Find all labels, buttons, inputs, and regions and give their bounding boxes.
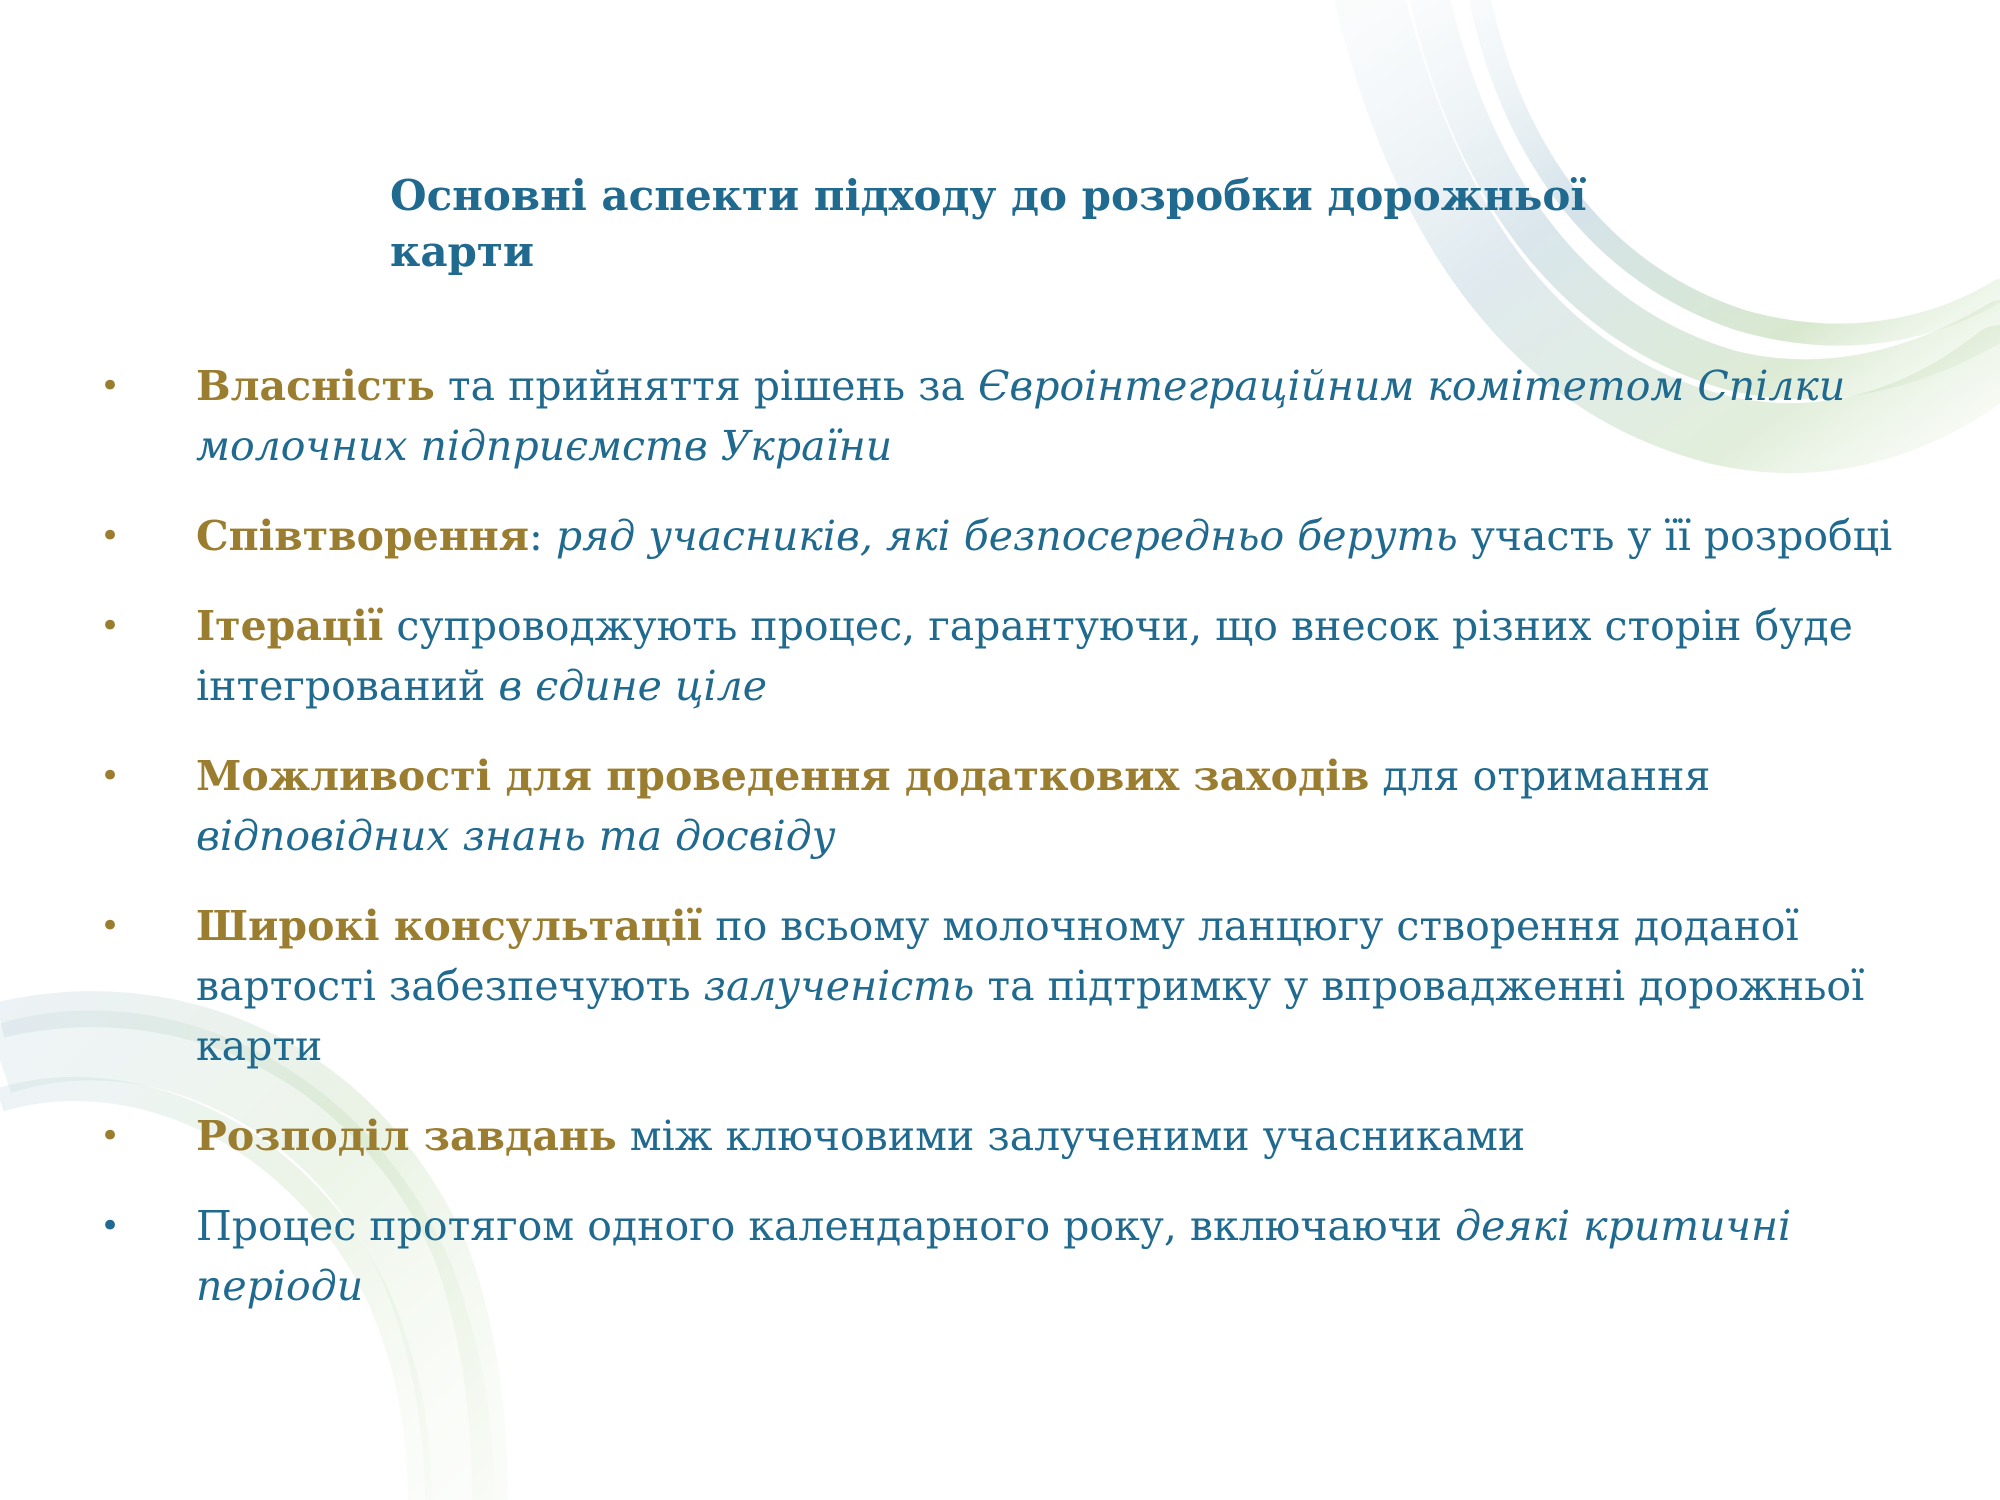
list-item [100,1196,1900,1316]
item-text: для отримання [1369,752,1711,800]
item-text: між ключовими залученими учасниками [616,1112,1526,1160]
bullet-icon: • [100,1116,121,1156]
item-text: та прийняття рішень за [434,362,979,410]
item-highlight: Можливості для проведення додаткових заходів [196,752,1370,800]
item-emphasis: ряд учасників, які безпосередньо беруть [555,512,1458,560]
list-item [100,506,1900,566]
list-item [100,896,1900,1076]
bullet-icon: • [100,906,121,946]
item-emphasis: Євроінтеграційним комітетом Спілки молочних підприємств України [196,362,1846,470]
item-highlight: Широкі консультації [196,902,703,950]
item-text: Процес протягом одного календарного року, включаючи [196,1202,1456,1250]
list-item [100,1106,1900,1166]
bullet-list [100,356,1900,1346]
bullet-icon: • [100,1206,121,1246]
item-highlight: Розподіл завдань [196,1112,617,1160]
bullet-icon: • [100,756,121,796]
bullet-icon: • [100,366,121,406]
slide-title: Основні аспекти підходу до розробки дорожньої карти [390,171,1587,276]
item-text: супроводжують процес, гарантуючи, що внесок різних сторін буде інтегрований [196,602,1853,710]
item-text: та підтримку у впровадженні дорожньої карти [196,962,1865,1070]
item-highlight: Співтворення [196,512,530,560]
bullet-icon: • [100,606,121,646]
list-item [100,596,1900,716]
item-emphasis: в єдине ціле [498,662,767,710]
item-emphasis: відповідних знань та досвіду [196,812,836,860]
item-highlight: Власність [196,362,435,410]
list-item [100,746,1900,866]
list-item [100,356,1900,476]
item-text: : [529,512,556,560]
item-emphasis: залученість [703,962,975,1010]
item-text: по всьому молочному ланцюгу створення доданої вартості забезпечують [196,902,1799,1010]
item-highlight: Ітерації [196,602,384,650]
item-emphasis: деякі критичні періоди [196,1202,1792,1310]
bullet-icon: • [100,516,121,556]
item-text: участь у її розробці [1457,512,1893,560]
